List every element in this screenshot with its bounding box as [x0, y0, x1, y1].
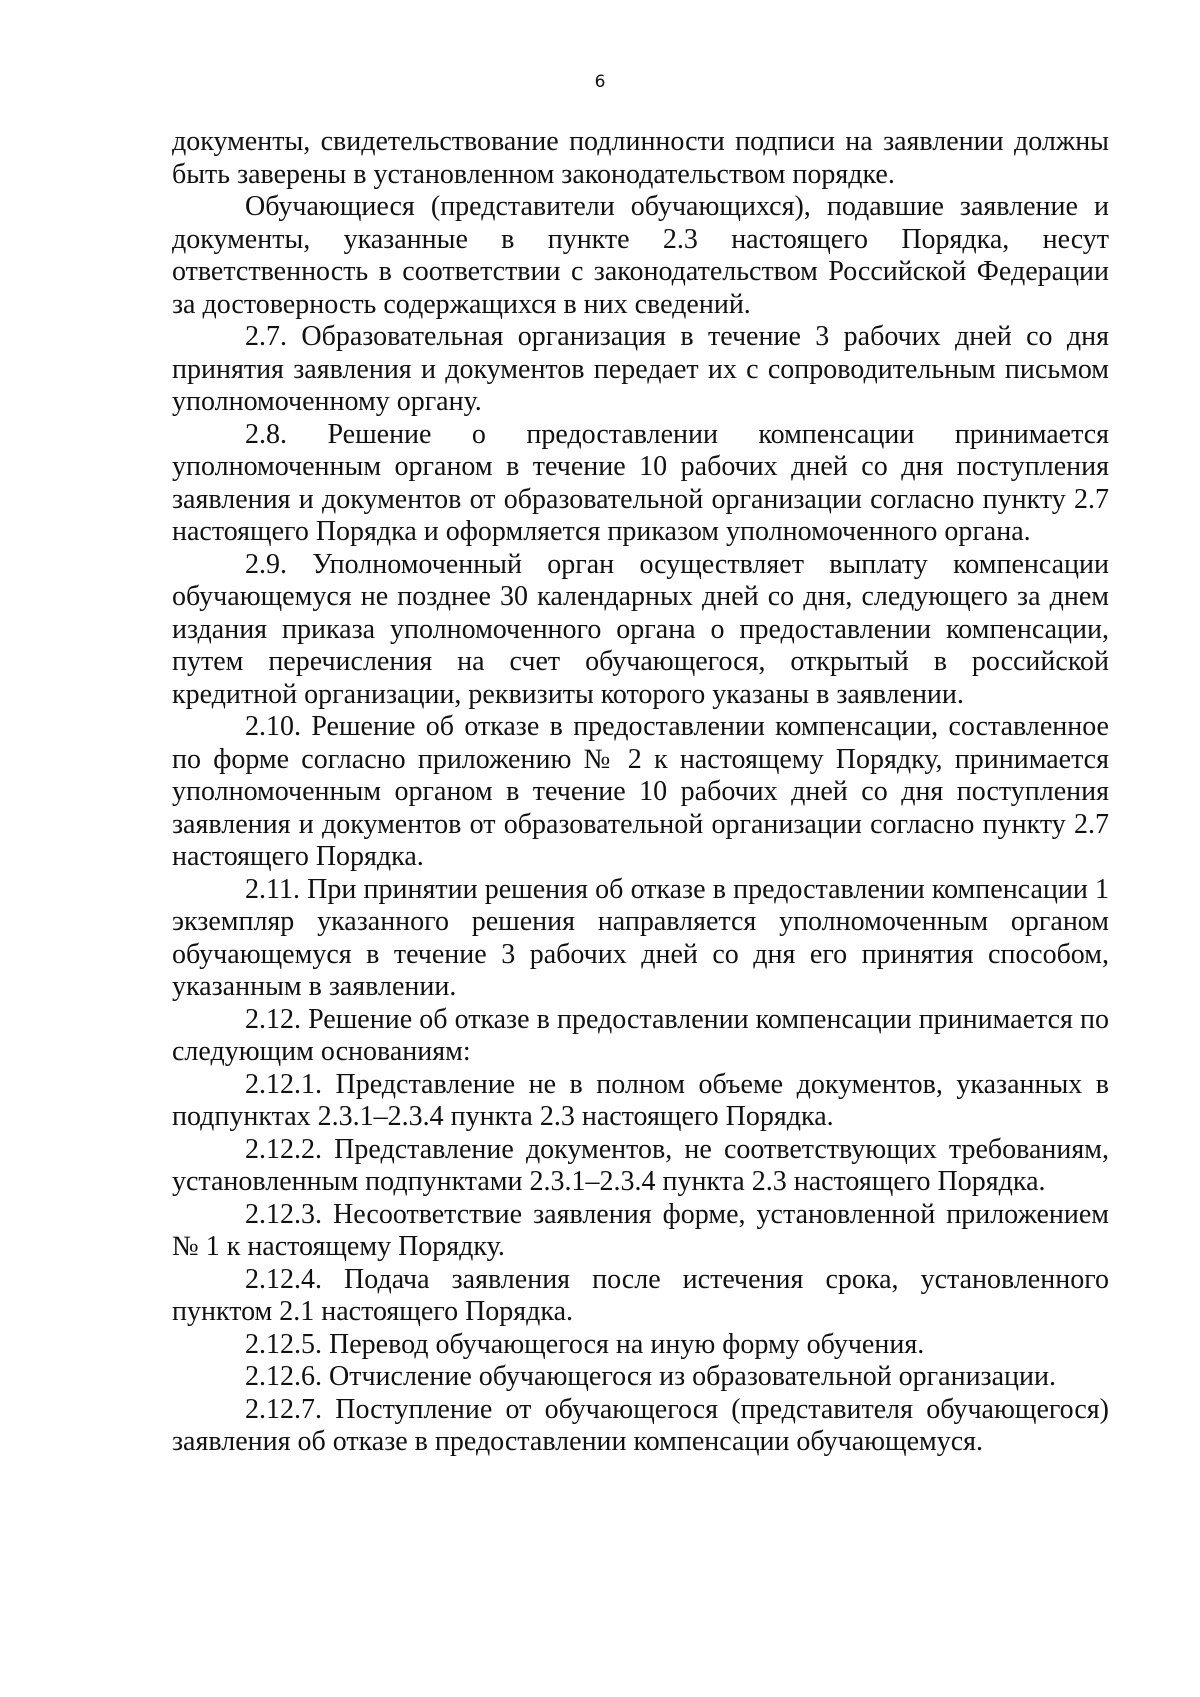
- paragraph-2-10: 2.10. Решение об отказе в предоставлении компенсации, составленное по форме согласно приложению № 2 к настоящему Порядку, принимается уполномоченным органом в течение 10 рабочих дней со дня поступления заявления и документов от образовательной организации согласно пункту 2.7 настоящего Порядка.: [172, 711, 1109, 872]
- paragraph-2-9: 2.9. Уполномоченный орган осуществляет выплату компенсации обучающемуся не позднее 30 календарных дней со дня, следующего за днем издания приказа уполномоченного органа о предоставлении компенсации, путем перечисления на счет обучающегося, открытый в российской кредитной организации, реквизиты которого указаны в заявлении.: [172, 548, 1109, 710]
- paragraph-continuation: документы, свидетельствование подлинности подписи на заявлении должны быть заверены в установленном законодательством порядке.: [172, 126, 1109, 190]
- paragraph-2-12-5: 2.12.5. Перевод обучающегося на иную форму обучения.: [245, 1328, 925, 1360]
- paragraph-2-12-1: 2.12.1. Представление не в полном объеме документов, указанных в подпунктах 2.3.1–2.3.4 пункта 2.3 настоящего Порядка.: [172, 1068, 1109, 1132]
- paragraph-2-12-6: 2.12.6. Отчисление обучающегося из образовательной организации.: [245, 1361, 1057, 1392]
- paragraph-2-8: 2.8. Решение о предоставлении компенсации принимается уполномоченным органом в течение 10 рабочих дней со дня поступления заявления и документов от образовательной организации согласно пункту 2.7 настоящего Порядка и оформляется приказом уполномоченного органа.: [172, 418, 1109, 547]
- paragraph-2-12: 2.12. Решение об отказе в предоставлении компенсации принимается по следующим основаниям:: [172, 1003, 1109, 1067]
- paragraph-2-12-2: 2.12.2. Представление документов, не соответствующих требованиям, установленным подпунктами 2.3.1–2.3.4 пункта 2.3 настоящего Порядка.: [172, 1133, 1109, 1197]
- paragraph-responsibility: Обучающиеся (представители обучающихся), подавшие заявление и документы, указанные в пункте 2.3 настоящего Порядка, несут ответственность в соответствии с законодательством Российской Федерации за достоверность содержащихся в них сведений.: [172, 191, 1109, 320]
- paragraph-2-12-4: 2.12.4. Подача заявления после истечения срока, установленного пунктом 2.1 настоящего Порядка.: [172, 1263, 1109, 1327]
- document-body: [172, 126, 1109, 1459]
- paragraph-2-7: 2.7. Образовательная организация в течение 3 рабочих дней со дня принятия заявления и документов передает их с сопроводительным письмом уполномоченному органу.: [172, 321, 1109, 417]
- paragraph-2-11: 2.11. При принятии решения об отказе в предоставлении компенсации 1 экземпляр указанного решения направляется уполномоченным органом обучающемуся в течение 3 рабочих дней со дня его принятия способом, указанным в заявлении.: [172, 873, 1109, 1002]
- paragraph-2-12-7: 2.12.7. Поступление от обучающегося (представителя обучающегося) заявления об отказе в предоставлении компенсации обучающемуся.: [172, 1393, 1109, 1457]
- page-number: 6: [594, 72, 606, 92]
- paragraph-2-12-3: 2.12.3. Несоответствие заявления форме, установленной приложением № 1 к настоящему Порядку.: [172, 1198, 1109, 1262]
